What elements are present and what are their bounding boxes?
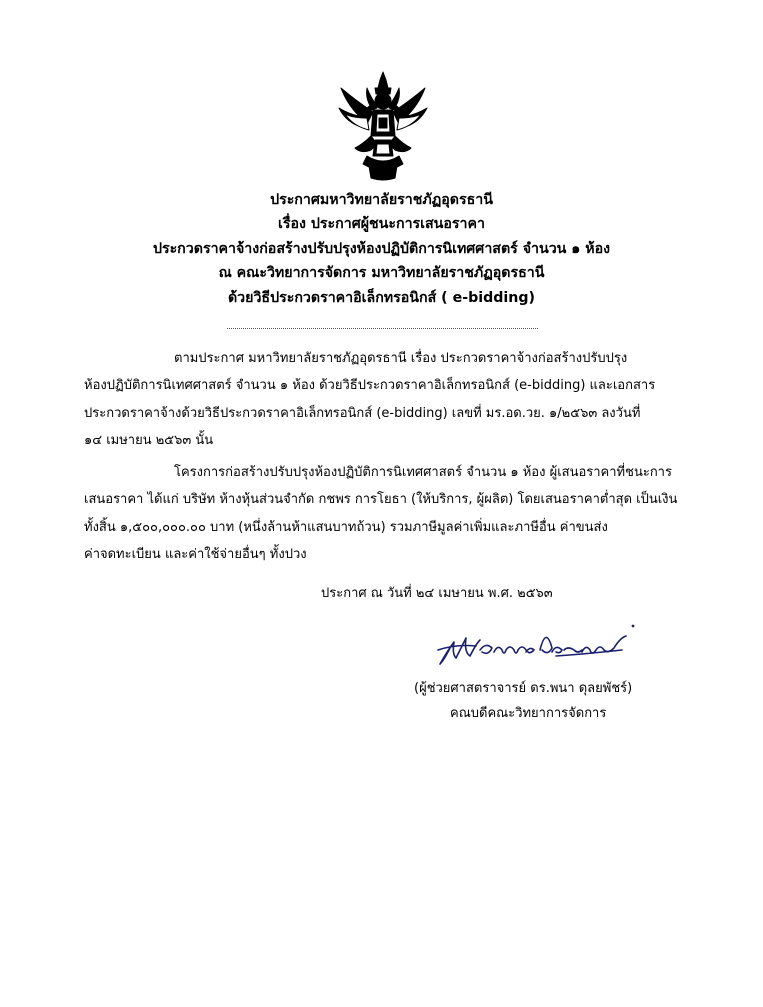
paragraph-line: ห้องปฏิบัติการนิเทศศาสตร์ จำนวน ๑ ห้อง ด้วยวิธีประกวดราคาอิเล็กทรอนิกส์ (e-bidding) และเอกสาร: [84, 378, 656, 394]
announcement-title: [0, 188, 763, 310]
handwritten-signature-icon: [436, 620, 642, 670]
announcement-date: ประกาศ ณ วันที่ ๒๔ เมษายน พ.ศ. ๒๕๖๓: [321, 586, 553, 601]
paragraph-line: ค่าจดทะเบียน และค่าใช้จ่ายอื่นๆ ทั้งปวง: [84, 546, 307, 562]
title-line-subject: เรื่อง ประกาศผู้ชนะการเสนอราคา: [278, 216, 485, 233]
body-paragraph-winner: [84, 459, 684, 568]
garuda-emblem-icon: [337, 70, 429, 182]
signer-position: คณบดีคณะวิทยาการจัดการ: [450, 706, 607, 721]
title-line-project: ประกวดราคาจ้างก่อสร้างปรับปรุงห้องปฏิบัติการนิเทศศาสตร์ จำนวน ๑ ห้อง: [152, 240, 611, 257]
signer-name: (ผู้ช่วยศาสตราจารย์ ดร.พนา ดุลยพัชร์): [414, 681, 633, 696]
title-line-method: ด้วยวิธีประกวดราคาอิเล็กทรอนิกส์ ( e-bidding): [227, 289, 536, 306]
paragraph-line: เสนอราคา ได้แก่ บริษัท ห้างหุ้นส่วนจำกัด กชพร การโยธา (ให้บริการ, ผู้ผลิต) โดยเสนอราคาต่ำสุด เป็นเงิน: [84, 492, 678, 508]
paragraph-line: ๑๔ เมษายน ๒๕๖๓ นั้น: [84, 432, 214, 448]
title-divider: [227, 328, 538, 329]
paragraph-line: ประกวดราคาจ้างด้วยวิธีประกวดราคาอิเล็กทรอนิกส์ (e-bidding) เลขที่ มร.อด.วย. ๑/๒๕๖๓ ลงวันที่: [84, 405, 641, 421]
paragraph-line: ทั้งสิ้น ๑,๕๐๐,๐๐๐.๐๐ บาท (หนึ่งล้านห้าแสนบาทถ้วน) รวมภาษีมูลค่าเพิ่มและภาษีอื่น ค่าขนส่ง: [84, 519, 608, 535]
title-line-issuer: ประกาศมหาวิทยาลัยราชภัฏอุดรธานี: [270, 192, 493, 208]
title-line-location: ณ คณะวิทยาการจัดการ มหาวิทยาลัยราชภัฏอุดรธานี: [218, 265, 545, 282]
paragraph-line: โครงการก่อสร้างปรับปรุงห้องปฏิบัติการนิเทศศาสตร์ จำนวน ๑ ห้อง ผู้เสนอราคาที่ชนะการ: [174, 465, 672, 480]
paragraph-line: ตามประกาศ มหาวิทยาลัยราชภัฏอุดรธานี เรื่อง ประกวดราคาจ้างก่อสร้างปรับปรุง: [174, 351, 628, 366]
body-paragraph-reference: [84, 345, 684, 454]
